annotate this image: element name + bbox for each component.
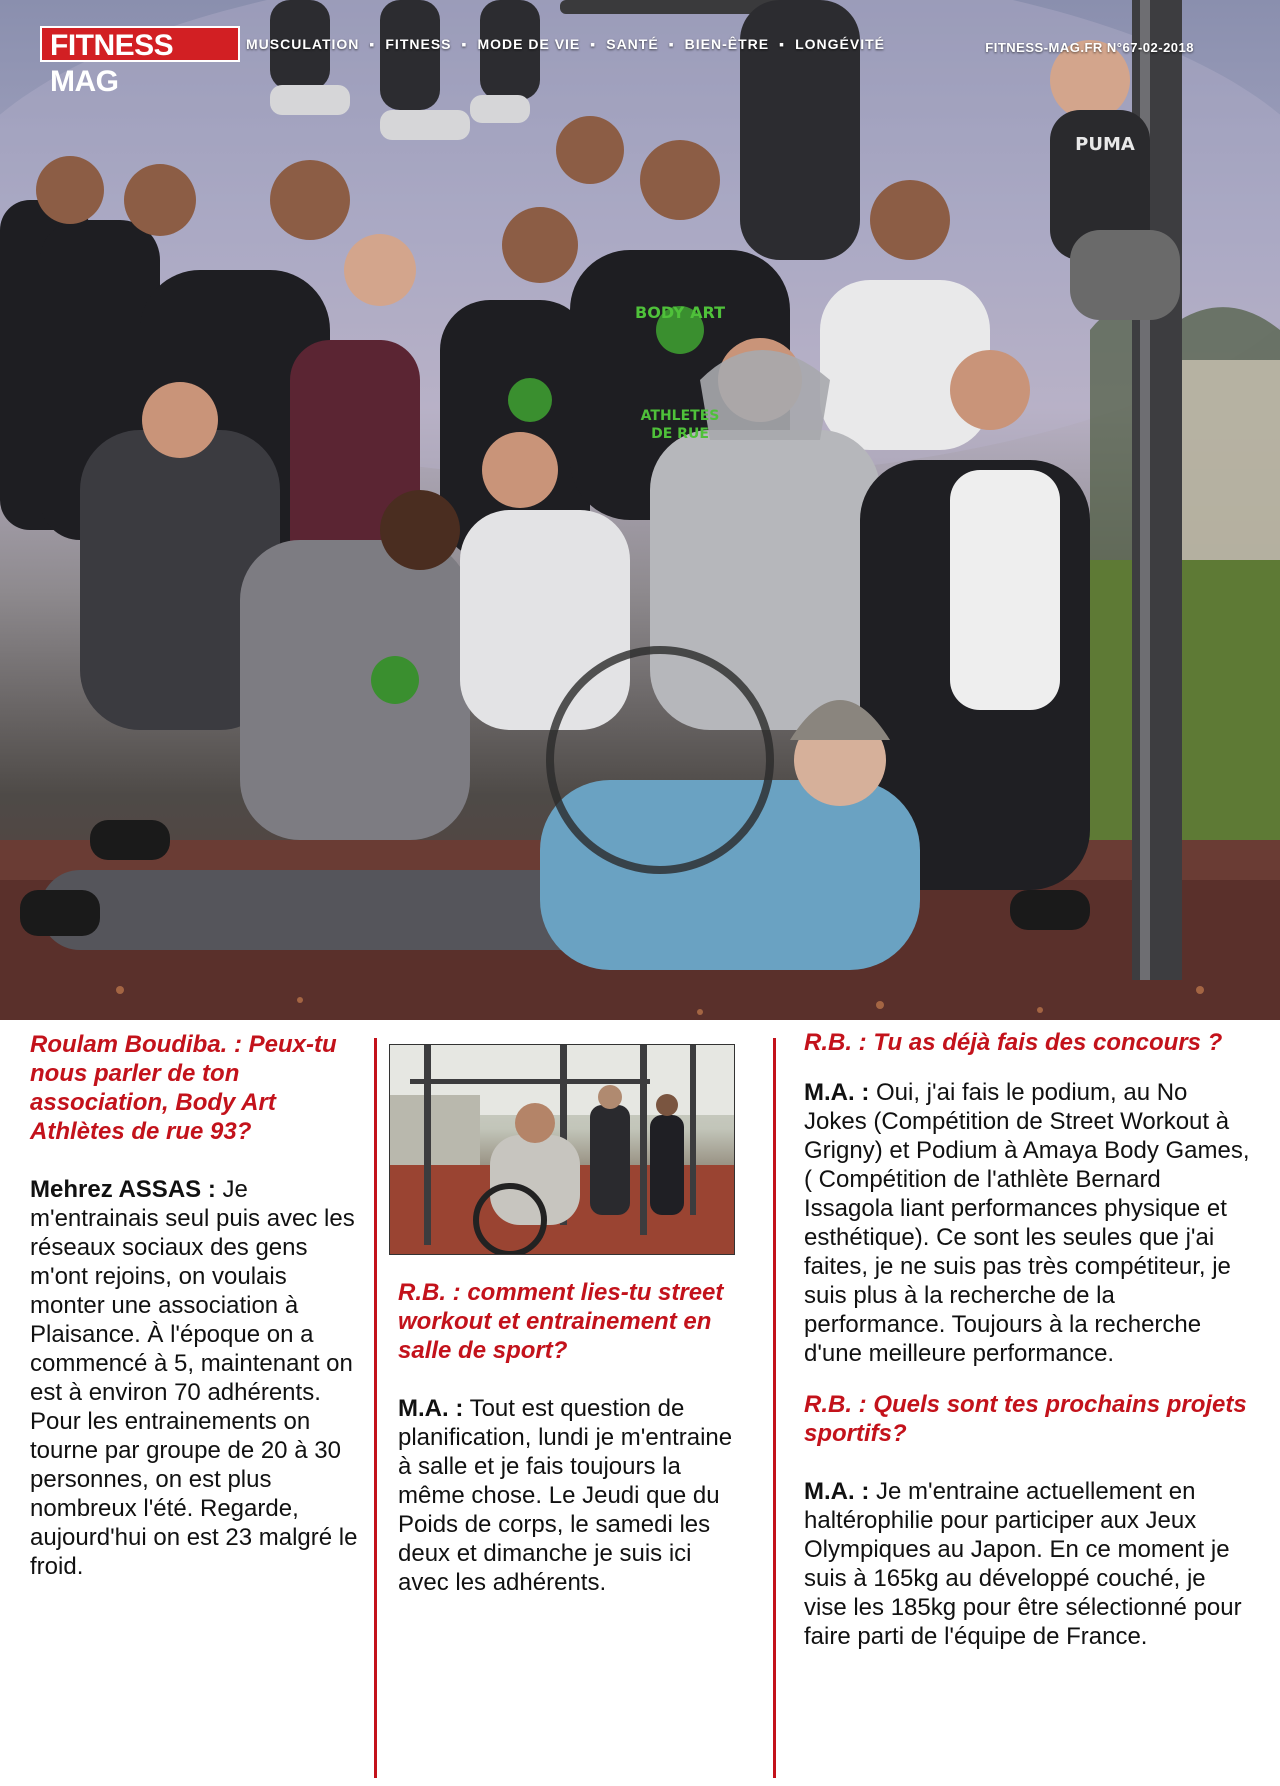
nav-item-longevite[interactable]: LONGÉVITÉ [795, 36, 885, 52]
speaker-label: Mehrez ASSAS : [30, 1176, 216, 1203]
speaker-label: M.A. : [804, 1079, 870, 1106]
interview-question: R.B. : comment lies-tu street workout et entrainement en salle de sport? [398, 1279, 724, 1364]
nav-separator: ▪ [668, 36, 675, 52]
speaker-label: M.A. : [804, 1478, 870, 1505]
interview-question: Roulam Boudiba. : Peux-tu nous parler de ton association, Body Art Athlètes de rue 93? [30, 1031, 337, 1145]
article-column-2 [398, 1278, 738, 1786]
issue-number: FITNESS-MAG.FR N°67-02-2018 [985, 40, 1194, 55]
speaker-label: M.A. : [398, 1395, 464, 1422]
nav-item-bien-etre[interactable]: BIEN-ÊTRE [684, 36, 770, 52]
interview-answer [30, 1175, 358, 1581]
shirt-print-de-rue: DE RUE [651, 426, 709, 442]
shirt-print-body-art: BODY ART [635, 303, 725, 322]
nav-separator: ▪ [779, 36, 786, 52]
nav-item-musculation[interactable]: MUSCULATION [246, 36, 360, 52]
masthead [0, 0, 1280, 98]
inset-photo-wheelchair-athlete [389, 1044, 735, 1255]
answer-text: Tout est question de planification, lundi je m'entraine à salle et je fais toujours la même chose. Le Jeudi que du Poids de corps, le samedi les deux et dimanche je suis ici avec les adhérents. [398, 1395, 733, 1596]
shirt-brand-puma: PUMA [1075, 134, 1135, 155]
interview-answer [804, 1477, 1254, 1651]
nav-separator: ▪ [369, 36, 376, 52]
answer-text: Je m'entraine actuellement en haltérophilie pour participer aux Jeux Olympiques au Japon. En ce moment je suis à 165kg au développé couché, je vise les 185kg pour être sélectionné pour faire parti de l'équipe de France. [804, 1478, 1242, 1650]
top-navigation [246, 36, 885, 52]
inset-photo-illustration [390, 1045, 734, 1254]
nav-item-mode-de-vie[interactable]: MODE DE VIE [477, 36, 581, 52]
interview-answer [804, 1078, 1254, 1368]
shirt-print-athletes: ATHLETES [640, 408, 720, 424]
nav-separator: ▪ [461, 36, 468, 52]
answer-text: Oui, j'ai fais le podium, au No Jokes (Compétition de Street Workout à Grigny) et Podium à Amaya Body Games, ( Compétition de l'athlète Bernard Issagola liant performances physique et esthétique). Ce sont les seules que j'ai faites, je ne suis pas très compétiteur, je suis plus à la recherche de la performance. Toujours à la recherche d'une meilleure performance. [804, 1079, 1250, 1367]
interview-answer [398, 1394, 738, 1597]
interview-question: R.B. : Tu as déjà fais des concours ? [804, 1029, 1223, 1056]
column-divider [374, 1038, 377, 1778]
answer-text: Je m'entrainais seul puis avec les réseaux sociaux des gens m'ont rejoins, on voulais monter une association à Plaisance. À l'époque on a commencé à 5, maintenant on est à environ 70 adhérents. Pour les entrainements on tourne par groupe de 20 à 30 personnes, on est plus nombreux l'été. Regarde, aujourd'hui on est 23 malgré le froid. [30, 1176, 358, 1580]
interview-question: R.B. : Quels sont tes prochains projets sportifs? [804, 1391, 1247, 1447]
nav-separator: ▪ [590, 36, 597, 52]
nav-item-sante[interactable]: SANTÉ [606, 36, 659, 52]
article-column-1 [30, 1030, 358, 1786]
nav-item-fitness[interactable]: FITNESS [385, 36, 452, 52]
column-divider [773, 1038, 776, 1778]
article-column-3 [804, 1028, 1254, 1786]
fitness-mag-logo[interactable]: FITNESS MAG [40, 26, 240, 62]
